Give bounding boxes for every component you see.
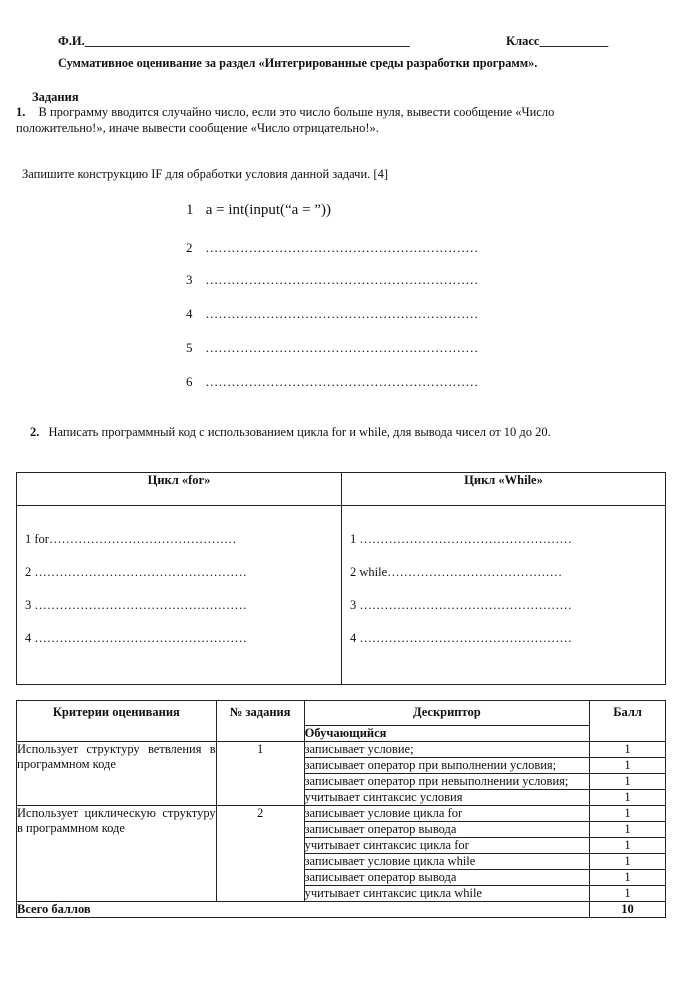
class-line	[506, 34, 608, 49]
class-label: Класс	[506, 34, 540, 48]
for-line: 3 ……………………………………………	[25, 598, 247, 612]
table-row	[17, 806, 666, 822]
task-cell: 1	[216, 742, 304, 806]
score-cell: 1	[590, 806, 666, 822]
for-line: 1 for………………………………………	[25, 532, 237, 546]
task1-number: 1.	[16, 105, 26, 119]
task-no-header: № задания	[216, 701, 304, 742]
score-cell: 1	[590, 758, 666, 774]
task2-number: 2.	[30, 425, 40, 439]
code-line-3	[186, 272, 478, 288]
code-line-text: ………………………………………………………	[205, 340, 479, 355]
code-line-num: 2	[186, 240, 193, 255]
code-line-text: a = int(input(“a = ”))	[205, 202, 331, 218]
total-row	[17, 902, 666, 918]
score-cell: 1	[590, 742, 666, 758]
while-header: Цикл «While»	[342, 473, 666, 506]
descriptor-cell: учитывает синтаксис цикла for	[304, 838, 590, 854]
criteria-table	[16, 700, 666, 918]
descriptor-cell: записывает условие цикла for	[304, 806, 590, 822]
for-line: 2 ……………………………………………	[25, 565, 247, 579]
descriptor-cell: записывает оператор вывода	[304, 870, 590, 886]
criterion-cell: Использует циклическую структуру в программном коде	[17, 806, 217, 902]
code-line-2	[186, 240, 478, 256]
loops-table	[16, 472, 666, 685]
table-row	[17, 742, 666, 758]
task1-line1	[16, 105, 554, 120]
name-line	[58, 34, 410, 49]
score-cell: 1	[590, 854, 666, 870]
for-column	[17, 506, 342, 685]
descriptor-header: Дескриптор	[304, 701, 590, 726]
name-label: Ф.И.	[58, 34, 85, 48]
student-subheader: Обучающийся	[304, 726, 590, 742]
code-line-5	[186, 340, 478, 356]
code-line-num: 1	[186, 202, 194, 218]
code-line-1	[186, 202, 331, 219]
while-line: 4 ……………………………………………	[350, 631, 572, 645]
for-header: Цикл «for»	[17, 473, 342, 506]
tasks-heading: Задания	[32, 90, 79, 104]
descriptor-cell: учитывает синтаксис цикла while	[304, 886, 590, 902]
code-line-text: ………………………………………………………	[205, 272, 479, 287]
code-line-num: 4	[186, 306, 193, 321]
descriptor-cell: записывает оператор при выполнении условия;	[304, 758, 590, 774]
descriptor-cell: записывает оператор вывода	[304, 822, 590, 838]
criterion-cell: Использует структуру ветвления в программном коде	[17, 742, 217, 806]
task-cell: 2	[216, 806, 304, 902]
score-cell: 1	[590, 870, 666, 886]
score-cell: 1	[590, 886, 666, 902]
while-line: 2 while……………………………………	[350, 565, 563, 579]
criteria-header: Критерии оценивания	[17, 701, 217, 742]
descriptor-cell: записывает оператор при невыполнении условия;	[304, 774, 590, 790]
while-line: 3 ……………………………………………	[350, 598, 572, 612]
code-line-text: ………………………………………………………	[205, 306, 479, 321]
code-line-num: 6	[186, 374, 193, 389]
code-line-text: ………………………………………………………	[205, 240, 479, 255]
total-value: 10	[590, 902, 666, 918]
score-cell: 1	[590, 790, 666, 806]
task1-text-2: положительно!», иначе вывести сообщение «Число отрицательно!».	[16, 121, 379, 135]
total-label: Всего баллов	[17, 902, 590, 918]
task1-text-1: В программу вводится случайно число, если это число больше нуля, вывести сообщение «Число	[38, 105, 555, 119]
task2-text: Написать программный код с использованием цикла for и while, для вывода чисел от 10 до 20.	[48, 425, 551, 439]
while-line: 1 ……………………………………………	[350, 532, 572, 546]
task2-line	[30, 425, 551, 440]
code-line-4	[186, 306, 478, 322]
descriptor-cell: учитывает синтаксис условия	[304, 790, 590, 806]
code-line-6	[186, 374, 478, 390]
code-line-num: 3	[186, 272, 193, 287]
score-cell: 1	[590, 774, 666, 790]
for-line: 4 ……………………………………………	[25, 631, 247, 645]
task1-instruction: Запишите конструкцию IF для обработки условия данной задачи. [4]	[22, 167, 388, 181]
score-cell: 1	[590, 838, 666, 854]
document-title: Суммативное оценивание за раздел «Интегрированные среды разработки программ».	[58, 56, 538, 70]
code-line-num: 5	[186, 340, 193, 355]
descriptor-cell: записывает условие;	[304, 742, 590, 758]
class-blank: ___________	[539, 34, 609, 48]
code-line-text: ………………………………………………………	[205, 374, 479, 389]
name-blank: ____________________________________________________	[84, 34, 410, 48]
while-column	[342, 506, 666, 685]
score-cell: 1	[590, 822, 666, 838]
descriptor-cell: записывает условие цикла while	[304, 854, 590, 870]
score-header: Балл	[590, 701, 666, 742]
